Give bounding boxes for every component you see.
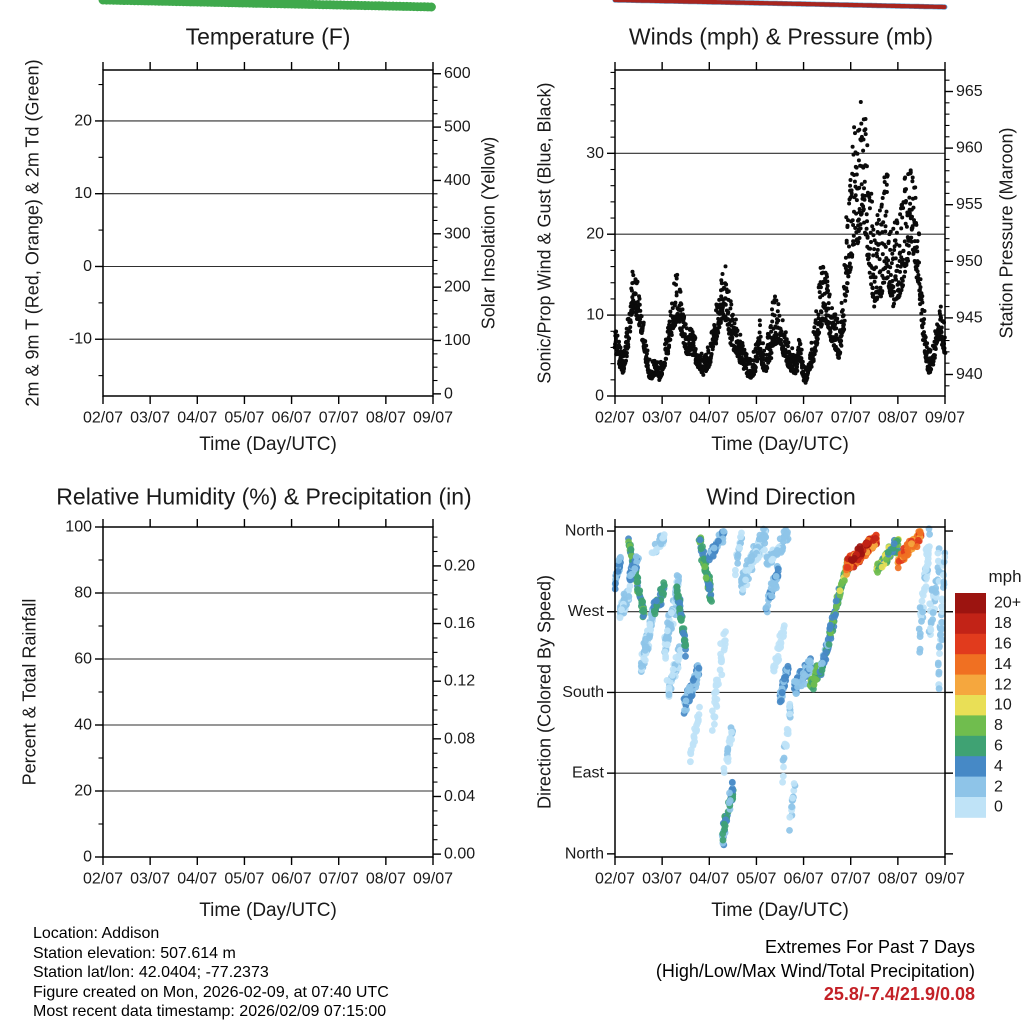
- gust-dots: [613, 100, 948, 385]
- tick-label: 03/07: [642, 870, 683, 888]
- tick-label: 0: [83, 257, 92, 275]
- rh-precip-xaxis-title: Time (Day/UTC): [199, 900, 337, 921]
- wind-gust-axis-title: Sonic/Prop Wind & Gust (Blue, Black): [534, 82, 555, 384]
- tick-label: 100: [65, 518, 92, 536]
- tick-label: 0.04: [444, 787, 476, 805]
- rh-precip-chart-title: Relative Humidity (%) & Precipitation (in): [56, 483, 472, 510]
- tick-label: 06/07: [271, 409, 312, 427]
- tick-label: 09/07: [924, 870, 966, 888]
- colorbar-swatch: [955, 756, 986, 777]
- temperature-gridlines: [103, 121, 433, 339]
- tick-label: 600: [444, 65, 471, 83]
- extremes-subheading: (High/Low/Max Wind/Total Precipitation): [655, 960, 975, 981]
- tick-label: 09/07: [412, 409, 454, 427]
- colorbar-tick-label: 18: [994, 615, 1012, 633]
- figure-created-timestamp: Figure created on Mon, 2026-02-09, at 07:40 UTC: [33, 983, 389, 1001]
- tick-label: 05/07: [224, 409, 265, 427]
- tick-label: 955: [956, 196, 983, 214]
- speed-colorbar: [955, 593, 1021, 818]
- tick-label: 945: [956, 309, 983, 327]
- tick-label: 03/07: [130, 409, 171, 427]
- temperature-axes: [69, 62, 471, 427]
- tick-label: 02/07: [82, 870, 124, 888]
- winds-pressure-xaxis-title: Time (Day/UTC): [711, 434, 849, 455]
- tick-label: 0.08: [444, 730, 476, 748]
- tick-label: 40: [74, 716, 92, 734]
- station-elevation: Station elevation: 507.614 m: [33, 944, 236, 962]
- tick-label: 05/07: [736, 409, 777, 427]
- rh-precip-series: [103, 0, 433, 7]
- percent-rainfall-axis-title: Percent & Total Rainfall: [19, 598, 40, 786]
- colorbar-swatch: [955, 613, 986, 634]
- colorbar-swatch: [955, 736, 986, 757]
- tick-label: 0: [444, 385, 453, 403]
- tick-label: 04/07: [177, 870, 218, 888]
- tick-label: 04/07: [689, 409, 730, 427]
- temperature-chart-title: Temperature (F): [185, 23, 351, 50]
- colorbar-swatch: [955, 634, 986, 655]
- tick-label: 30: [586, 144, 604, 162]
- tick-label: 0: [595, 387, 604, 405]
- extremes-block: [656, 936, 975, 1007]
- tick-label: 80: [74, 584, 92, 602]
- tick-label: 08/07: [877, 409, 918, 427]
- colorbar-tick-label: 2: [994, 778, 1003, 796]
- tick-label: 940: [956, 365, 983, 383]
- rh_precip-axes: [65, 519, 475, 888]
- tick-label: 0: [83, 848, 92, 866]
- tick-label: 400: [444, 171, 471, 189]
- tick-label: 950: [956, 252, 983, 270]
- tick-label: West: [567, 603, 604, 621]
- direction-axis-title: Direction (Colored By Speed): [534, 574, 555, 810]
- tick-label: North: [564, 522, 604, 540]
- tick-label: North: [564, 845, 604, 863]
- tick-label: 0.00: [444, 845, 476, 863]
- tick-label: 07/07: [318, 870, 359, 888]
- colorbar-swatch: [955, 715, 986, 736]
- wind-direction-xaxis-title: Time (Day/UTC): [711, 900, 849, 921]
- most-recent-data-timestamp: Most recent data timestamp: 2026/02/09 07:15:00: [33, 1003, 387, 1020]
- tick-label: 06/07: [783, 870, 824, 888]
- tick-label: 03/07: [130, 870, 171, 888]
- winds-pressure-series: [613, 0, 948, 385]
- tick-label: 965: [956, 83, 983, 101]
- tick-label: 05/07: [224, 870, 265, 888]
- colorbar-tick-label: 8: [994, 717, 1003, 735]
- station-pressure-axis-title: Station Pressure (Maroon): [996, 127, 1017, 339]
- tick-label: 07/07: [318, 409, 359, 427]
- colorbar-tick-label: 10: [994, 696, 1012, 714]
- station-location: Location: Addison: [33, 925, 160, 942]
- tick-label: 02/07: [594, 870, 636, 888]
- tick-label: 08/07: [877, 870, 918, 888]
- tick-label: 02/07: [82, 409, 124, 427]
- tick-label: 06/07: [271, 870, 312, 888]
- rh_precip-gridlines: [103, 593, 433, 791]
- tick-label: 09/07: [412, 870, 454, 888]
- tick-label: 60: [74, 650, 92, 668]
- tick-label: 02/07: [594, 409, 636, 427]
- tick-label: 07/07: [830, 409, 871, 427]
- tick-label: 0.16: [444, 615, 476, 633]
- tick-label: 20: [586, 225, 604, 243]
- wind-direction-dots: [612, 525, 948, 848]
- tick-label: 0.12: [444, 672, 476, 690]
- tick-label: 20: [74, 782, 92, 800]
- colorbar-tick-label: 16: [994, 635, 1012, 653]
- tick-label: 03/07: [642, 409, 683, 427]
- winds-pressure-chart-title: Winds (mph) & Pressure (mb): [628, 23, 934, 50]
- tick-label: 0.20: [444, 557, 476, 575]
- solar-insolation-axis-title: Solar Insolation (Yellow): [478, 136, 499, 330]
- tick-label: 06/07: [783, 409, 824, 427]
- colorbar-swatch: [955, 797, 986, 818]
- colorbar-swatch: [955, 593, 986, 614]
- tick-label: 05/07: [736, 870, 777, 888]
- tick-label: South: [562, 683, 604, 701]
- tick-label: East: [571, 764, 604, 782]
- colorbar-tick-label: 14: [994, 655, 1012, 673]
- tick-label: 500: [444, 118, 471, 136]
- colorbar-tick-label: 4: [994, 757, 1003, 775]
- wind_direction-axes: [562, 519, 965, 888]
- temperature-xaxis-title: Time (Day/UTC): [199, 434, 337, 455]
- tick-label: 100: [444, 332, 471, 350]
- station-info-block: [33, 924, 389, 1022]
- colorbar-tick-label: 12: [994, 676, 1012, 694]
- tick-label: 07/07: [830, 870, 871, 888]
- extremes-heading: Extremes For Past 7 Days: [764, 937, 975, 957]
- tick-label: 960: [956, 139, 983, 157]
- temperature-left-axis-title: 2m & 9m T (Red, Orange) & 2m Td (Green): [22, 59, 43, 407]
- colorbar-tick-label: 6: [994, 737, 1003, 755]
- tick-label: 08/07: [365, 870, 406, 888]
- tick-label: 300: [444, 225, 471, 243]
- tick-label: 200: [444, 278, 471, 296]
- colorbar-tick-label: 0: [994, 798, 1003, 816]
- colorbar-swatch: [955, 654, 986, 675]
- extremes-values: 25.8/-7.4/21.9/0.08: [823, 984, 975, 1004]
- colorbar-swatch: [955, 675, 986, 696]
- tick-label: 04/07: [689, 870, 730, 888]
- colorbar-title: mph: [988, 567, 1022, 586]
- station-latlon: Station lat/lon: 42.0404; -77.2373: [33, 964, 269, 981]
- tick-label: 09/07: [924, 409, 966, 427]
- wind-direction-chart-title: Wind Direction: [706, 483, 856, 510]
- colorbar-tick-label: 20+: [994, 594, 1022, 612]
- tick-label: 10: [586, 306, 604, 324]
- colorbar-swatch: [955, 777, 986, 798]
- colorbar-swatch: [955, 695, 986, 716]
- tick-label: 08/07: [365, 409, 406, 427]
- tick-label: 20: [74, 112, 92, 130]
- tick-label: 10: [74, 185, 92, 203]
- tick-label: 04/07: [177, 409, 218, 427]
- tick-label: -10: [68, 330, 92, 348]
- winds_pressure-axes: [586, 62, 983, 427]
